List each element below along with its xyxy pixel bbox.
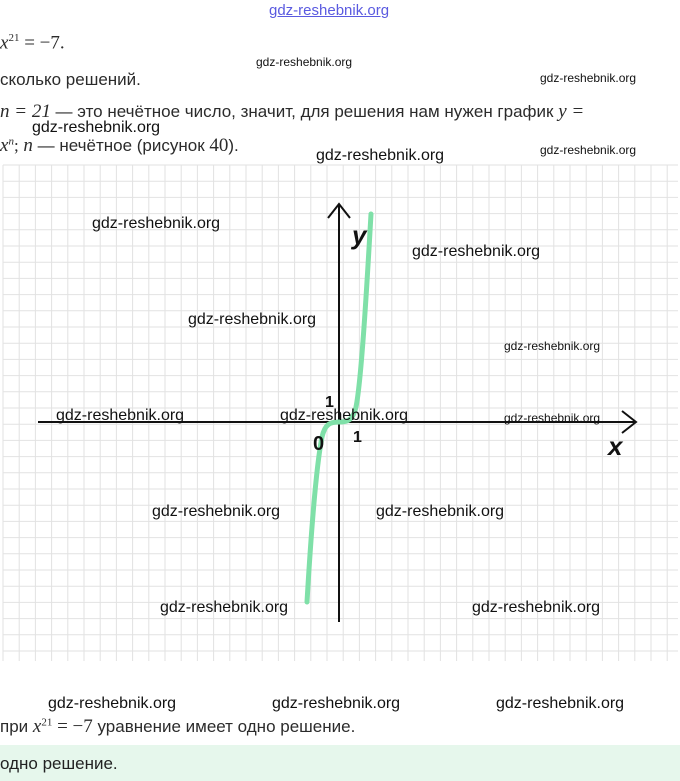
site-link[interactable]: gdz-reshebnik.org	[269, 2, 390, 19]
answer-box	[0, 745, 680, 781]
answer-text: одно решение.	[0, 754, 118, 773]
watermark: gdz-reshebnik.org	[152, 503, 281, 520]
x-axis-label: x	[608, 431, 623, 461]
conclusion-line: при $x^{21} = -7$ уравнение имеет одно решение.	[0, 716, 356, 737]
watermark: gdz-reshebnik.org	[376, 503, 505, 520]
watermark: gdz-reshebnik.org	[160, 599, 289, 616]
y-axis-label: y	[352, 220, 367, 250]
unit-x-label: 1	[353, 429, 362, 446]
watermark: gdz-reshebnik.org	[504, 339, 601, 353]
watermark: gdz-reshebnik.org	[188, 311, 317, 328]
watermark: gdz-reshebnik.org	[48, 695, 177, 712]
watermark: gdz-reshebnik.org	[92, 215, 221, 232]
watermark: gdz-reshebnik.org	[316, 147, 445, 164]
watermark: gdz-reshebnik.org	[280, 407, 409, 424]
origin-label: 0	[313, 433, 325, 455]
watermark: gdz-reshebnik.org	[256, 55, 353, 69]
watermark: gdz-reshebnik.org	[472, 599, 601, 616]
unit-y-label: 1	[325, 394, 334, 411]
watermark: gdz-reshebnik.org	[56, 407, 185, 424]
watermark: gdz-reshebnik.org	[540, 143, 637, 157]
odd-line: $x^n$; n — нечётное (рисунок 40).	[0, 135, 239, 156]
watermark: gdz-reshebnik.org	[496, 695, 625, 712]
reason-line: n = 21 — это нечётное число, значит, для решения нам нужен график y =	[0, 101, 585, 122]
equation-line: $x^{21} = -7$.	[0, 32, 65, 54]
watermark: gdz-reshebnik.org	[540, 71, 637, 85]
watermark: gdz-reshebnik.org	[412, 243, 541, 260]
watermark: gdz-reshebnik.org	[32, 119, 161, 136]
solutions-count-text: сколько решений.	[0, 70, 141, 89]
watermark: gdz-reshebnik.org	[504, 411, 601, 425]
watermark: gdz-reshebnik.org	[272, 695, 401, 712]
